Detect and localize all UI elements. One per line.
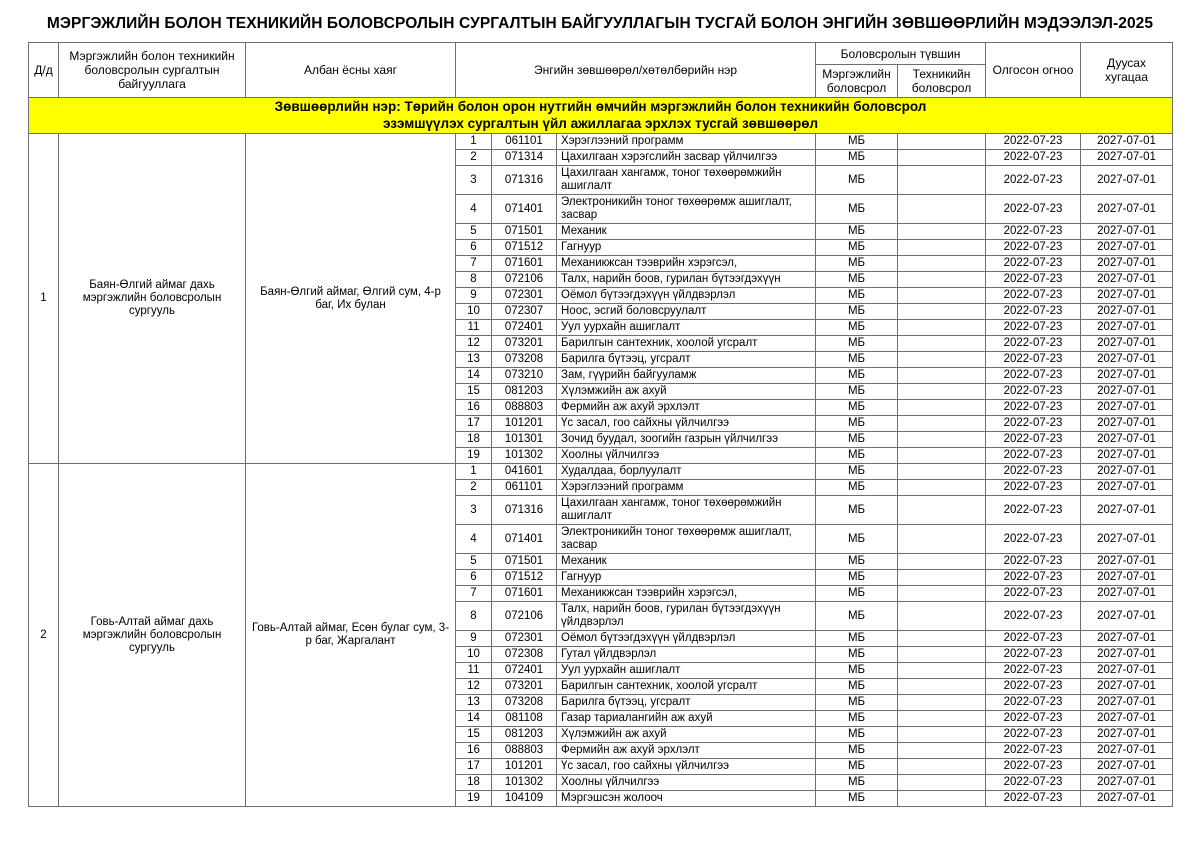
expiry-date-value: 2027-07-01	[1081, 256, 1173, 272]
program-code: 072301	[492, 288, 557, 304]
program-index: 17	[456, 416, 492, 432]
expiry-date-value: 2027-07-01	[1081, 288, 1173, 304]
program-name: Талх, нарийн боов, гурилан бүтээгдэхүүн үйлдвэрлэл	[557, 602, 816, 631]
program-index: 17	[456, 759, 492, 775]
technical-level-value	[898, 496, 986, 525]
technical-level-value	[898, 631, 986, 647]
issued-date-value: 2022-07-23	[986, 602, 1081, 631]
vocational-level-value: МБ	[816, 448, 898, 464]
vocational-level-value: МБ	[816, 256, 898, 272]
program-index: 12	[456, 679, 492, 695]
technical-level-value	[898, 320, 986, 336]
program-code: 071512	[492, 570, 557, 586]
program-code: 072308	[492, 647, 557, 663]
issued-date-value: 2022-07-23	[986, 304, 1081, 320]
technical-level-value	[898, 695, 986, 711]
program-name: Үс засал, гоо сайхны үйлчилгээ	[557, 416, 816, 432]
program-code: 072307	[492, 304, 557, 320]
vocational-level-value: МБ	[816, 743, 898, 759]
program-name: Механикжсан тээврийн хэрэгсэл,	[557, 256, 816, 272]
issued-date-value: 2022-07-23	[986, 480, 1081, 496]
program-code: 071401	[492, 525, 557, 554]
program-code: 073208	[492, 695, 557, 711]
issued-date-value: 2022-07-23	[986, 631, 1081, 647]
license-table	[28, 42, 1173, 807]
expiry-date-value: 2027-07-01	[1081, 711, 1173, 727]
program-code: 072301	[492, 631, 557, 647]
program-index: 6	[456, 570, 492, 586]
technical-level-value	[898, 224, 986, 240]
program-code: 073208	[492, 352, 557, 368]
expiry-date-value: 2027-07-01	[1081, 320, 1173, 336]
vocational-level-value: МБ	[816, 336, 898, 352]
expiry-date-value: 2027-07-01	[1081, 166, 1173, 195]
program-code: 041601	[492, 464, 557, 480]
expiry-date-value: 2027-07-01	[1081, 791, 1173, 807]
expiry-date-value: 2027-07-01	[1081, 464, 1173, 480]
program-name: Барилгын сантехник, хоолой угсралт	[557, 336, 816, 352]
program-name: Электроникийн тоног төхөөрөмж ашиглалт, засвар	[557, 525, 816, 554]
program-code: 101201	[492, 759, 557, 775]
technical-level-value	[898, 272, 986, 288]
program-name: Хүлэмжийн аж ахуй	[557, 384, 816, 400]
program-name: Зам, гүүрийн байгууламж	[557, 368, 816, 384]
expiry-date-value: 2027-07-01	[1081, 570, 1173, 586]
technical-level-value	[898, 195, 986, 224]
program-name: Хүлэмжийн аж ахуй	[557, 727, 816, 743]
vocational-level-value: МБ	[816, 525, 898, 554]
expiry-date-value: 2027-07-01	[1081, 150, 1173, 166]
banner-line-1: Зөвшөөрлийн нэр: Төрийн болон орон нутгийн өмчийн мэргэжлийн болон техникийн боловсрол	[274, 99, 927, 114]
expiry-date-value: 2027-07-01	[1081, 759, 1173, 775]
issued-date-value: 2022-07-23	[986, 166, 1081, 195]
program-index: 16	[456, 400, 492, 416]
program-code: 072401	[492, 320, 557, 336]
issued-date-value: 2022-07-23	[986, 727, 1081, 743]
table-header	[29, 43, 1173, 98]
vocational-level-value: МБ	[816, 240, 898, 256]
program-name: Фермийн аж ахуй эрхлэлт	[557, 743, 816, 759]
vocational-level-value: МБ	[816, 480, 898, 496]
program-index: 11	[456, 320, 492, 336]
program-index: 3	[456, 166, 492, 195]
program-name: Цахилгаан хангамж, тоног төхөөрөмжийн ашиглалт	[557, 166, 816, 195]
technical-level-value	[898, 711, 986, 727]
expiry-date-value: 2027-07-01	[1081, 336, 1173, 352]
issued-date-value: 2022-07-23	[986, 647, 1081, 663]
vocational-level-value: МБ	[816, 464, 898, 480]
col-header-organization: Мэргэжлийн болон техникийн боловсролын сургалтын байгууллага	[59, 43, 246, 98]
expiry-date-value: 2027-07-01	[1081, 352, 1173, 368]
program-index: 12	[456, 336, 492, 352]
program-index: 8	[456, 602, 492, 631]
program-code: 071501	[492, 224, 557, 240]
issued-date-value: 2022-07-23	[986, 759, 1081, 775]
issued-date-value: 2022-07-23	[986, 695, 1081, 711]
issued-date-value: 2022-07-23	[986, 432, 1081, 448]
program-code: 071512	[492, 240, 557, 256]
technical-level-value	[898, 400, 986, 416]
program-index: 7	[456, 586, 492, 602]
issued-date-value: 2022-07-23	[986, 195, 1081, 224]
expiry-date-value: 2027-07-01	[1081, 586, 1173, 602]
expiry-date-value: 2027-07-01	[1081, 695, 1173, 711]
expiry-date-value: 2027-07-01	[1081, 304, 1173, 320]
program-index: 5	[456, 554, 492, 570]
col-header-address: Албан ёсны хаяг	[246, 43, 456, 98]
program-index: 10	[456, 304, 492, 320]
program-code: 088803	[492, 400, 557, 416]
technical-level-value	[898, 150, 986, 166]
program-code: 073201	[492, 336, 557, 352]
col-header-vocational-education: Мэргэжлийн боловсрол	[816, 65, 898, 98]
program-index: 15	[456, 727, 492, 743]
issued-date-value: 2022-07-23	[986, 570, 1081, 586]
technical-level-value	[898, 384, 986, 400]
program-code: 081108	[492, 711, 557, 727]
program-index: 19	[456, 791, 492, 807]
program-name: Мэргэшсэн жолооч	[557, 791, 816, 807]
vocational-level-value: МБ	[816, 150, 898, 166]
technical-level-value	[898, 304, 986, 320]
program-name: Талх, нарийн боов, гурилан бүтээгдэхүүн	[557, 272, 816, 288]
technical-level-value	[898, 480, 986, 496]
program-index: 9	[456, 288, 492, 304]
program-name: Худалдаа, борлуулалт	[557, 464, 816, 480]
vocational-level-value: МБ	[816, 647, 898, 663]
program-name: Барилгын сантехник, хоолой угсралт	[557, 679, 816, 695]
program-index: 5	[456, 224, 492, 240]
program-name: Уул уурхайн ашиглалт	[557, 320, 816, 336]
col-header-expiry-date: Дуусах хугацаа	[1081, 43, 1173, 98]
program-code: 101302	[492, 775, 557, 791]
program-index: 18	[456, 775, 492, 791]
expiry-date-value: 2027-07-01	[1081, 480, 1173, 496]
program-index: 7	[456, 256, 492, 272]
technical-level-value	[898, 759, 986, 775]
license-name-banner-cell	[29, 98, 1173, 134]
col-header-education-level: Боловсролын түвшин	[816, 43, 986, 65]
vocational-level-value: МБ	[816, 272, 898, 288]
vocational-level-value: МБ	[816, 224, 898, 240]
program-code: 072106	[492, 602, 557, 631]
program-index: 14	[456, 711, 492, 727]
program-row	[29, 134, 1173, 150]
program-index: 3	[456, 496, 492, 525]
program-index: 16	[456, 743, 492, 759]
issued-date-value: 2022-07-23	[986, 679, 1081, 695]
program-code: 071601	[492, 586, 557, 602]
issued-date-value: 2022-07-23	[986, 711, 1081, 727]
school-address: Баян-Өлгий аймаг, Өлгий сум, 4-р баг, Их булан	[246, 134, 456, 464]
col-header-issued-date: Олгосон огноо	[986, 43, 1081, 98]
technical-level-value	[898, 525, 986, 554]
expiry-date-value: 2027-07-01	[1081, 416, 1173, 432]
expiry-date-value: 2027-07-01	[1081, 775, 1173, 791]
program-code: 081203	[492, 384, 557, 400]
issued-date-value: 2022-07-23	[986, 525, 1081, 554]
program-name: Цахилгаан хэрэгслийн засвар үйлчилгээ	[557, 150, 816, 166]
program-row	[29, 464, 1173, 480]
program-name: Зочид буудал, зоогийн газрын үйлчилгээ	[557, 432, 816, 448]
program-name: Газар тариалангийн аж ахуй	[557, 711, 816, 727]
program-index: 1	[456, 464, 492, 480]
expiry-date-value: 2027-07-01	[1081, 400, 1173, 416]
issued-date-value: 2022-07-23	[986, 352, 1081, 368]
issued-date-value: 2022-07-23	[986, 791, 1081, 807]
expiry-date-value: 2027-07-01	[1081, 224, 1173, 240]
program-index: 19	[456, 448, 492, 464]
technical-level-value	[898, 663, 986, 679]
technical-level-value	[898, 647, 986, 663]
program-index: 11	[456, 663, 492, 679]
program-name: Хоолны үйлчилгээ	[557, 775, 816, 791]
program-code: 081203	[492, 727, 557, 743]
technical-level-value	[898, 727, 986, 743]
program-name: Хоолны үйлчилгээ	[557, 448, 816, 464]
vocational-level-value: МБ	[816, 586, 898, 602]
issued-date-value: 2022-07-23	[986, 384, 1081, 400]
program-index: 9	[456, 631, 492, 647]
program-index: 15	[456, 384, 492, 400]
issued-date-value: 2022-07-23	[986, 288, 1081, 304]
technical-level-value	[898, 679, 986, 695]
program-name: Механик	[557, 554, 816, 570]
vocational-level-value: МБ	[816, 554, 898, 570]
technical-level-value	[898, 791, 986, 807]
issued-date-value: 2022-07-23	[986, 368, 1081, 384]
program-index: 2	[456, 480, 492, 496]
program-index: 13	[456, 695, 492, 711]
vocational-level-value: МБ	[816, 759, 898, 775]
program-code: 071401	[492, 195, 557, 224]
expiry-date-value: 2027-07-01	[1081, 496, 1173, 525]
program-name: Гутал үйлдвэрлэл	[557, 647, 816, 663]
technical-level-value	[898, 448, 986, 464]
vocational-level-value: МБ	[816, 663, 898, 679]
expiry-date-value: 2027-07-01	[1081, 134, 1173, 150]
program-code: 071316	[492, 496, 557, 525]
table-body	[29, 134, 1173, 807]
program-code: 072106	[492, 272, 557, 288]
expiry-date-value: 2027-07-01	[1081, 554, 1173, 570]
program-name: Үс засал, гоо сайхны үйлчилгээ	[557, 759, 816, 775]
issued-date-value: 2022-07-23	[986, 496, 1081, 525]
vocational-level-value: МБ	[816, 166, 898, 195]
banner-line-2: эзэмшүүлэх сургалтын үйл ажиллагаа эрхлэх тусгай зөвшөөрөл	[382, 115, 819, 131]
issued-date-value: 2022-07-23	[986, 663, 1081, 679]
program-code: 071501	[492, 554, 557, 570]
issued-date-value: 2022-07-23	[986, 586, 1081, 602]
expiry-date-value: 2027-07-01	[1081, 195, 1173, 224]
technical-level-value	[898, 240, 986, 256]
vocational-level-value: МБ	[816, 679, 898, 695]
col-header-technical-education: Техникийн боловсрол	[898, 65, 986, 98]
vocational-level-value: МБ	[816, 791, 898, 807]
program-name: Оёмол бүтээгдэхүүн үйлдвэрлэл	[557, 288, 816, 304]
program-code: 101201	[492, 416, 557, 432]
issued-date-value: 2022-07-23	[986, 224, 1081, 240]
program-name: Уул уурхайн ашиглалт	[557, 663, 816, 679]
school-name: Баян-Өлгий аймаг дахь мэргэжлийн боловсролын сургууль	[59, 134, 246, 464]
expiry-date-value: 2027-07-01	[1081, 240, 1173, 256]
vocational-level-value: МБ	[816, 195, 898, 224]
issued-date-value: 2022-07-23	[986, 240, 1081, 256]
program-name: Фермийн аж ахуй эрхлэлт	[557, 400, 816, 416]
program-index: 4	[456, 525, 492, 554]
technical-level-value	[898, 368, 986, 384]
technical-level-value	[898, 134, 986, 150]
vocational-level-value: МБ	[816, 400, 898, 416]
technical-level-value	[898, 570, 986, 586]
vocational-level-value: МБ	[816, 352, 898, 368]
program-name: Механик	[557, 224, 816, 240]
program-code: 104109	[492, 791, 557, 807]
program-name: Гагнуур	[557, 570, 816, 586]
expiry-date-value: 2027-07-01	[1081, 743, 1173, 759]
expiry-date-value: 2027-07-01	[1081, 663, 1173, 679]
technical-level-value	[898, 464, 986, 480]
issued-date-value: 2022-07-23	[986, 272, 1081, 288]
issued-date-value: 2022-07-23	[986, 320, 1081, 336]
technical-level-value	[898, 554, 986, 570]
vocational-level-value: МБ	[816, 320, 898, 336]
program-name: Механикжсан тээврийн хэрэгсэл,	[557, 586, 816, 602]
program-index: 2	[456, 150, 492, 166]
expiry-date-value: 2027-07-01	[1081, 525, 1173, 554]
issued-date-value: 2022-07-23	[986, 775, 1081, 791]
program-index: 14	[456, 368, 492, 384]
vocational-level-value: МБ	[816, 695, 898, 711]
school-index: 1	[29, 134, 59, 464]
technical-level-value	[898, 743, 986, 759]
technical-level-value	[898, 166, 986, 195]
program-name: Хэрэглээний программ	[557, 480, 816, 496]
vocational-level-value: МБ	[816, 432, 898, 448]
program-code: 101301	[492, 432, 557, 448]
col-header-license-name: Энгийн зөвшөөрөл/хөтөлбөрийн нэр	[456, 43, 816, 98]
program-index: 10	[456, 647, 492, 663]
program-name: Электроникийн тоног төхөөрөмж ашиглалт, засвар	[557, 195, 816, 224]
vocational-level-value: МБ	[816, 368, 898, 384]
expiry-date-value: 2027-07-01	[1081, 272, 1173, 288]
issued-date-value: 2022-07-23	[986, 448, 1081, 464]
technical-level-value	[898, 336, 986, 352]
vocational-level-value: МБ	[816, 631, 898, 647]
program-index: 13	[456, 352, 492, 368]
vocational-level-value: МБ	[816, 416, 898, 432]
expiry-date-value: 2027-07-01	[1081, 448, 1173, 464]
technical-level-value	[898, 586, 986, 602]
vocational-level-value: МБ	[816, 134, 898, 150]
expiry-date-value: 2027-07-01	[1081, 432, 1173, 448]
program-code: 101302	[492, 448, 557, 464]
program-name: Оёмол бүтээгдэхүүн үйлдвэрлэл	[557, 631, 816, 647]
vocational-level-value: МБ	[816, 727, 898, 743]
issued-date-value: 2022-07-23	[986, 464, 1081, 480]
vocational-level-value: МБ	[816, 711, 898, 727]
program-index: 4	[456, 195, 492, 224]
issued-date-value: 2022-07-23	[986, 554, 1081, 570]
program-index: 6	[456, 240, 492, 256]
program-name: Ноос, эсгий боловсруулалт	[557, 304, 816, 320]
issued-date-value: 2022-07-23	[986, 150, 1081, 166]
program-name: Барилга бүтээц, угсралт	[557, 695, 816, 711]
expiry-date-value: 2027-07-01	[1081, 647, 1173, 663]
program-code: 061101	[492, 480, 557, 496]
program-code: 071316	[492, 166, 557, 195]
license-name-banner	[29, 98, 1173, 134]
page-title: МЭРГЭЖЛИЙН БОЛОН ТЕХНИКИЙН БОЛОВСРОЛЫН СУРГАЛТЫН БАЙГУУЛЛАГЫН ТУСГАЙ БОЛОН ЭНГИЙН ЗӨВШӨӨРЛИЙН МЭДЭЭЛЭЛ-2025	[46, 15, 1154, 32]
issued-date-value: 2022-07-23	[986, 336, 1081, 352]
expiry-date-value: 2027-07-01	[1081, 602, 1173, 631]
expiry-date-value: 2027-07-01	[1081, 727, 1173, 743]
technical-level-value	[898, 602, 986, 631]
technical-level-value	[898, 256, 986, 272]
issued-date-value: 2022-07-23	[986, 256, 1081, 272]
col-header-no: Д/д	[29, 43, 59, 98]
technical-level-value	[898, 775, 986, 791]
school-name: Говь-Алтай аймаг дахь мэргэжлийн боловсролын сургууль	[59, 464, 246, 807]
issued-date-value: 2022-07-23	[986, 743, 1081, 759]
vocational-level-value: МБ	[816, 384, 898, 400]
expiry-date-value: 2027-07-01	[1081, 368, 1173, 384]
technical-level-value	[898, 432, 986, 448]
expiry-date-value: 2027-07-01	[1081, 384, 1173, 400]
technical-level-value	[898, 416, 986, 432]
technical-level-value	[898, 288, 986, 304]
program-name: Барилга бүтээц, угсралт	[557, 352, 816, 368]
program-code: 088803	[492, 743, 557, 759]
vocational-level-value: МБ	[816, 288, 898, 304]
program-code: 071601	[492, 256, 557, 272]
program-code: 061101	[492, 134, 557, 150]
program-index: 18	[456, 432, 492, 448]
program-code: 073201	[492, 679, 557, 695]
issued-date-value: 2022-07-23	[986, 416, 1081, 432]
expiry-date-value: 2027-07-01	[1081, 631, 1173, 647]
technical-level-value	[898, 352, 986, 368]
vocational-level-value: МБ	[816, 775, 898, 791]
program-code: 071314	[492, 150, 557, 166]
vocational-level-value: МБ	[816, 602, 898, 631]
program-name: Хэрэглээний программ	[557, 134, 816, 150]
program-code: 072401	[492, 663, 557, 679]
school-index: 2	[29, 464, 59, 807]
program-name: Цахилгаан хангамж, тоног төхөөрөмжийн ашиглалт	[557, 496, 816, 525]
expiry-date-value: 2027-07-01	[1081, 679, 1173, 695]
school-address: Говь-Алтай аймаг, Есөн булаг сум, 3-р баг, Жаргалант	[246, 464, 456, 807]
issued-date-value: 2022-07-23	[986, 134, 1081, 150]
vocational-level-value: МБ	[816, 304, 898, 320]
issued-date-value: 2022-07-23	[986, 400, 1081, 416]
program-index: 8	[456, 272, 492, 288]
program-index: 1	[456, 134, 492, 150]
vocational-level-value: МБ	[816, 570, 898, 586]
vocational-level-value: МБ	[816, 496, 898, 525]
program-code: 073210	[492, 368, 557, 384]
program-name: Гагнуур	[557, 240, 816, 256]
